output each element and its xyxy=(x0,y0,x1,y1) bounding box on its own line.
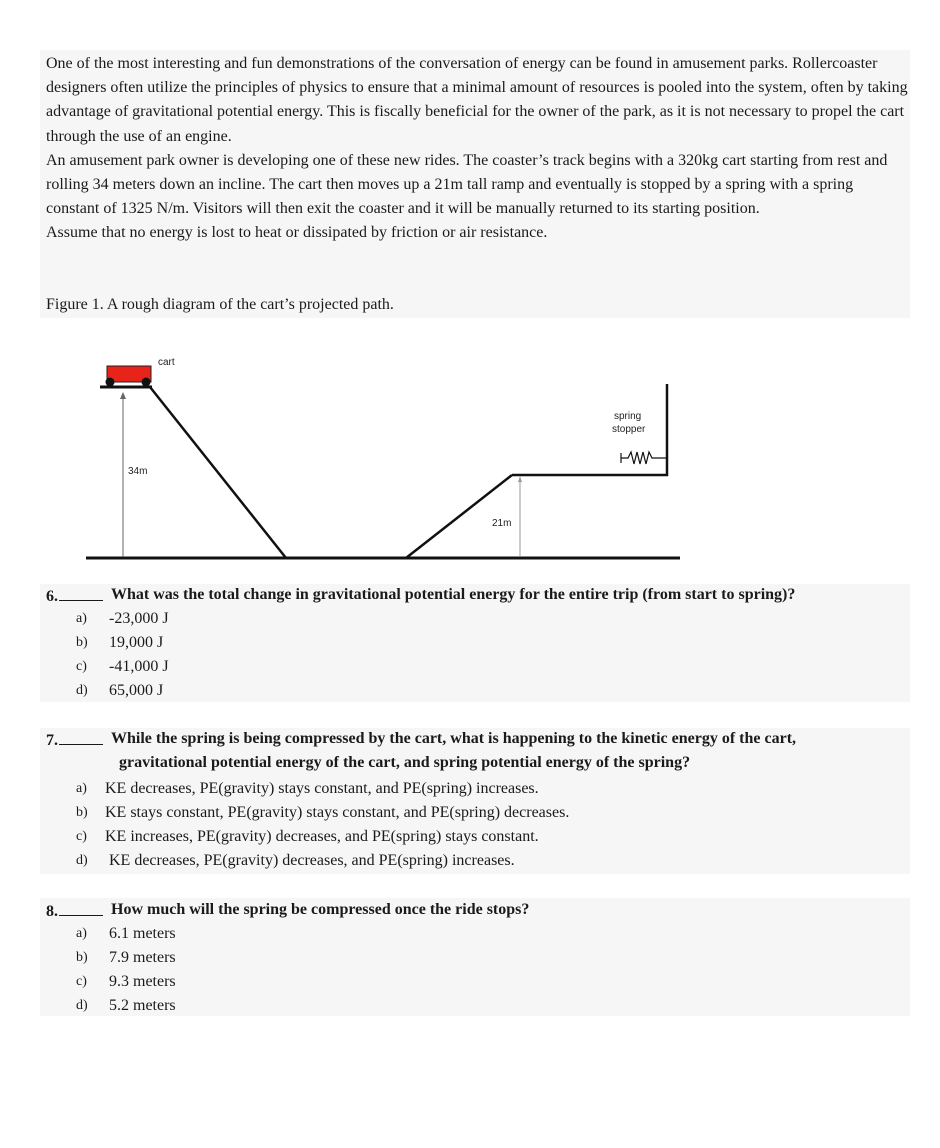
option-letter: a) xyxy=(76,926,87,941)
option-letter: d) xyxy=(76,683,88,698)
intro-paragraph-3: Assume that no energy is lost to heat or dissipated by friction or air resistance. xyxy=(46,224,548,242)
option-d[interactable] xyxy=(76,849,696,873)
option-c[interactable] xyxy=(76,655,376,679)
spring-label-line1: spring xyxy=(614,411,642,422)
intro-paragraph-2: An amusement park owner is developing one of these new rides. The coaster’s track begins with a 320kg cart starting from rest and rolling 34 meters down an incline. The cart then moves up a 21m tall ramp and eventually is stopped by a spring with a spring constant of 1325 N/m. Visitors will then exit the coaster and it will be manually returned to its starting position. xyxy=(46,151,888,218)
question-number-text: 6. xyxy=(46,588,58,605)
option-a[interactable] xyxy=(76,777,696,801)
question-8-options xyxy=(76,922,476,1018)
option-a[interactable] xyxy=(76,922,376,946)
option-letter: b) xyxy=(76,635,88,650)
option-text: 7.9 meters xyxy=(109,949,176,966)
answer-blank[interactable] xyxy=(59,901,103,916)
option-d[interactable] xyxy=(76,679,376,703)
option-letter: c) xyxy=(76,659,87,674)
question-number-text: 8. xyxy=(46,903,58,920)
option-text: -23,000 J xyxy=(109,610,169,627)
track-diagram xyxy=(0,340,940,570)
option-text: -41,000 J xyxy=(109,658,169,675)
question-number-text: 7. xyxy=(46,732,58,749)
option-letter: b) xyxy=(76,950,88,965)
option-letter: b) xyxy=(76,805,88,820)
option-letter: a) xyxy=(76,611,87,626)
question-8-text: How much will the spring be compressed once the ride stops? xyxy=(111,901,530,918)
option-letter: a) xyxy=(76,781,87,796)
question-7-options xyxy=(76,777,776,873)
option-letter: d) xyxy=(76,853,88,868)
question-6-options xyxy=(76,607,476,703)
cart-label: cart xyxy=(158,357,175,368)
option-letter: d) xyxy=(76,998,88,1013)
question-6-text: What was the total change in gravitational potential energy for the entire trip (from start to spring)? xyxy=(111,586,796,603)
option-a[interactable] xyxy=(76,607,376,631)
down-incline xyxy=(150,387,286,558)
height-34m-arrowhead xyxy=(120,392,126,399)
option-c[interactable] xyxy=(76,825,696,849)
question-8-number xyxy=(46,901,103,921)
spring-icon xyxy=(621,452,667,464)
question-7-text-line2: gravitational potential energy of the cart, and spring potential energy of the spring? xyxy=(119,754,691,771)
option-text: KE decreases, PE(gravity) stays constant, and PE(spring) increases. xyxy=(105,780,539,797)
intro-text xyxy=(46,52,908,246)
option-letter: c) xyxy=(76,974,87,989)
question-7-text-line1: While the spring is being compressed by the cart, what is happening to the kinetic energy of the cart, xyxy=(111,730,797,747)
option-d[interactable] xyxy=(76,994,376,1018)
option-text: KE increases, PE(gravity) decreases, and PE(spring) stays constant. xyxy=(105,828,539,845)
option-b[interactable] xyxy=(76,946,376,970)
option-letter: c) xyxy=(76,829,87,844)
option-text: KE stays constant, PE(gravity) stays constant, and PE(spring) decreases. xyxy=(105,804,570,821)
question-6-number xyxy=(46,586,103,606)
spring-label-line2: stopper xyxy=(612,424,646,435)
option-b[interactable] xyxy=(76,801,696,825)
option-text: 9.3 meters xyxy=(109,973,176,990)
option-text: KE decreases, PE(gravity) decreases, and PE(spring) increases. xyxy=(109,852,515,869)
height-34m-label: 34m xyxy=(128,466,148,477)
option-c[interactable] xyxy=(76,970,376,994)
height-21m-label: 21m xyxy=(492,518,512,529)
up-ramp xyxy=(406,475,512,558)
cart-wheel-left xyxy=(106,378,115,387)
cart-wheel-right xyxy=(142,378,151,387)
figure-caption: Figure 1. A rough diagram of the cart’s projected path. xyxy=(46,296,394,313)
answer-blank[interactable] xyxy=(59,586,103,601)
intro-paragraph-1: One of the most interesting and fun demonstrations of the conversation of energy can be found in amusement parks. Rollercoaster designers often utilize the principles of physics to ensure that a minimal amount of resources is pooled into the system, often by taking advantage of gravitational potential energy. This is fiscally beneficial for the owner of the park, as it is not necessary to propel the cart through the use of an engine. xyxy=(46,55,908,145)
option-b[interactable] xyxy=(76,631,376,655)
option-text: 65,000 J xyxy=(109,682,164,699)
option-text: 19,000 J xyxy=(109,634,164,651)
answer-blank[interactable] xyxy=(59,730,103,745)
height-21m-arrowhead xyxy=(518,476,522,482)
question-7-number xyxy=(46,730,103,750)
option-text: 5.2 meters xyxy=(109,997,176,1014)
option-text: 6.1 meters xyxy=(109,925,176,942)
